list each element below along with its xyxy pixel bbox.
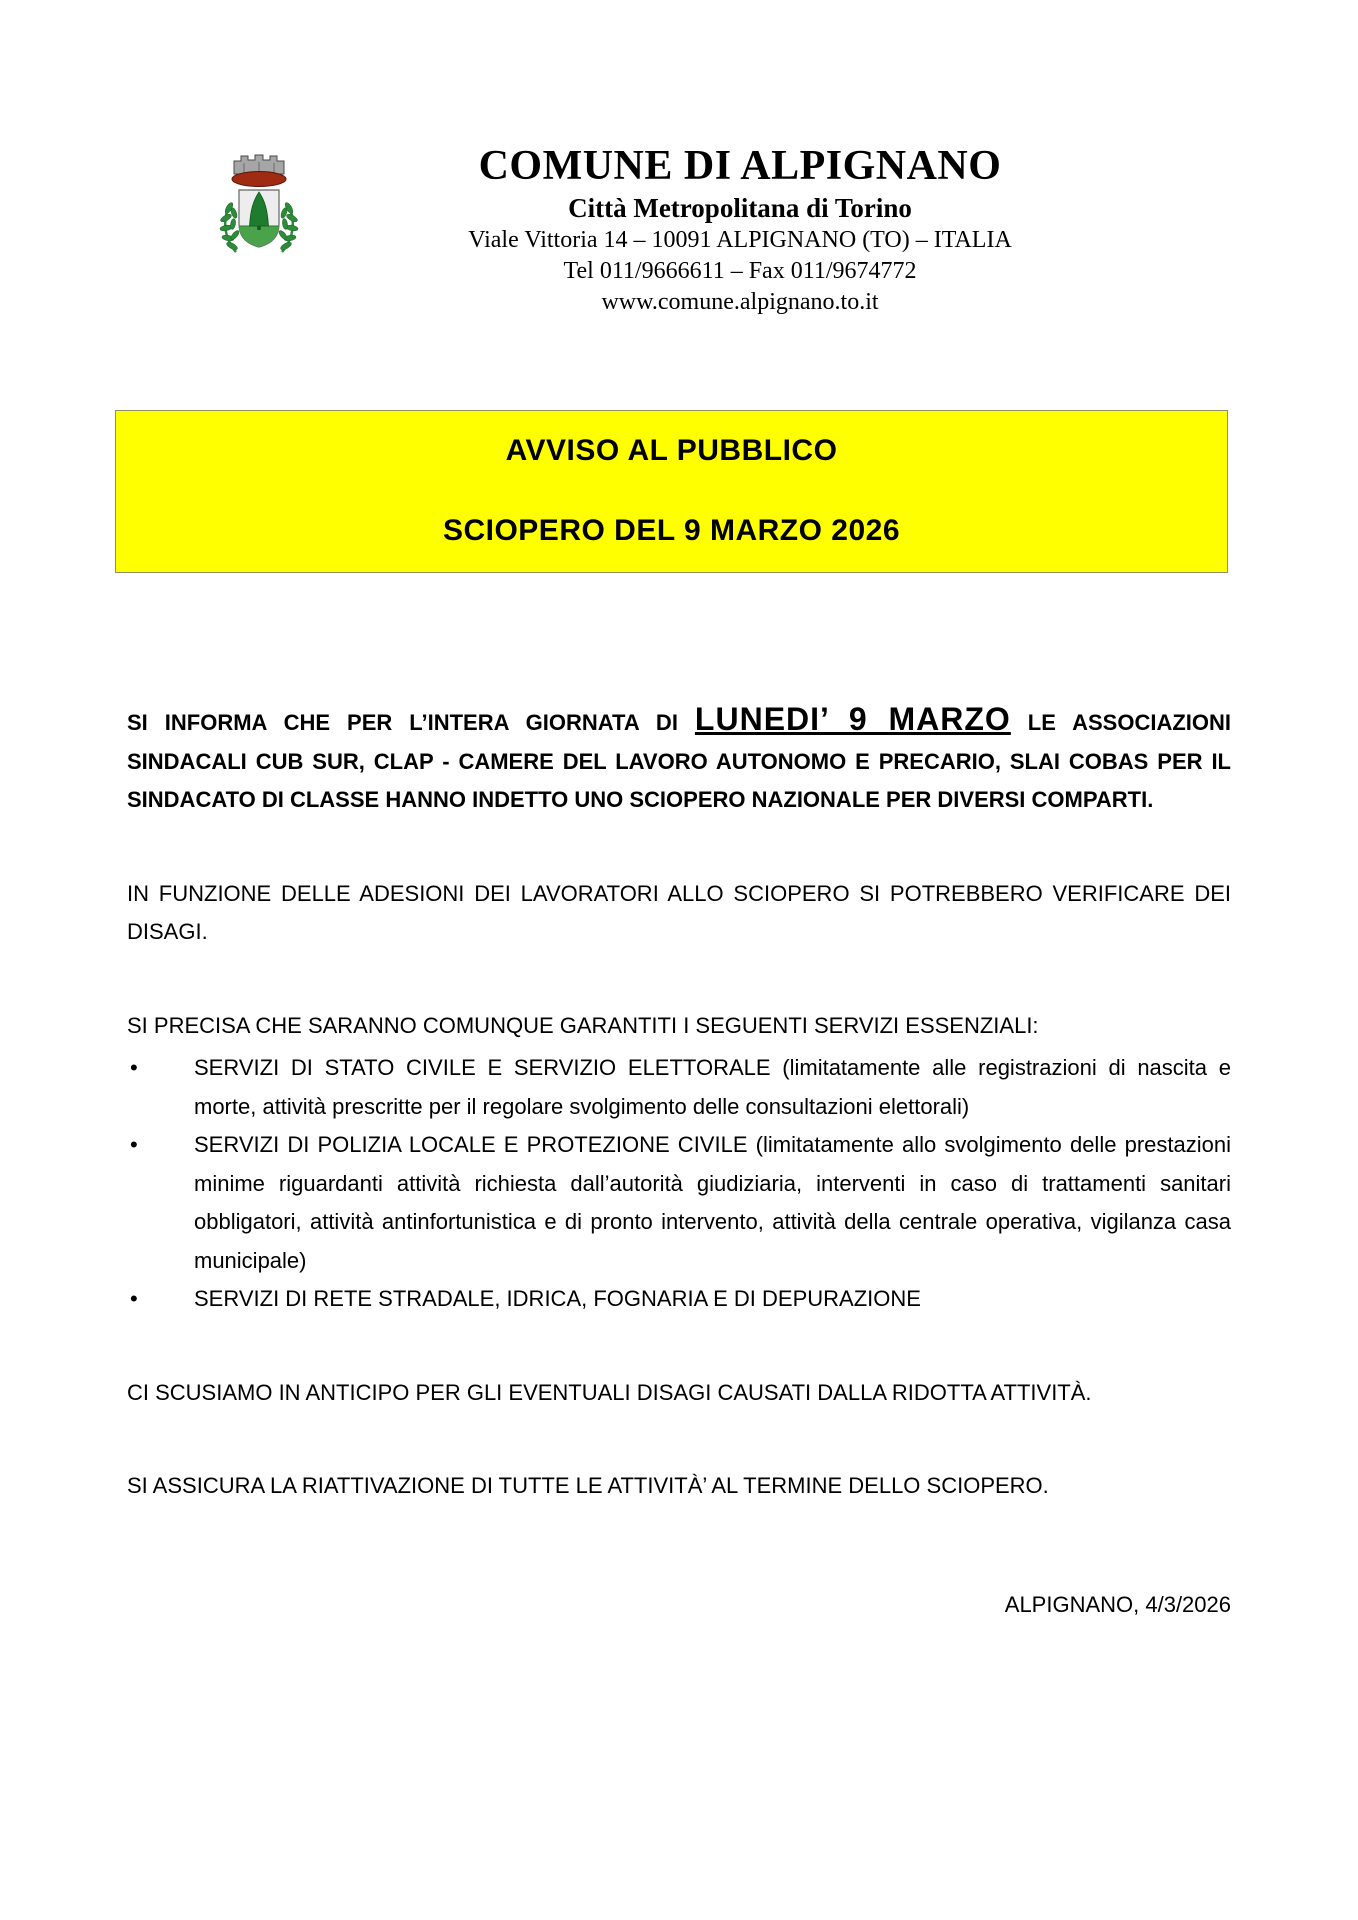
oak-branch-right-icon	[278, 202, 299, 252]
banner-subtitle: SCIOPERO DEL 9 MARZO 2026	[442, 514, 901, 547]
mural-crown-icon	[232, 155, 286, 187]
letterhead	[390, 142, 1090, 318]
guaranteed-services-list	[127, 1049, 1231, 1319]
paragraph-resume-activities: SI ASSICURA LA RIATTIVAZIONE DI TUTTE LE ATTIVITÀ’ AL TERMINE DELLO SCIOPERO.	[127, 1473, 1049, 1498]
service-item-text: SERVIZI DI STATO CIVILE E SERVIZIO ELETTORALE (limitatamente alle registrazioni di nascita e morte, attività prescritte per il regolare svolgimento delle consultazioni elettorali)	[194, 1055, 1231, 1119]
paragraph-apology: CI SCUSIAMO IN ANTICIPO PER GLI EVENTUALI DISAGI CAUSATI DALLA RIDOTTA ATTIVITÀ.	[127, 1379, 1092, 1405]
announcement-text-after: LE ASSOCIAZIONI SINDACALI CUB SUR, CLAP - CAMERE DEL LAVORO AUTONOMO E PRECARIO, SLAI COBAS PER IL SINDACATO DI CLASSE HANNO INDETTO UNO SCIOPERO NAZIONALE PER DIVERSI COMPARTI.	[127, 710, 1231, 812]
service-item-text: SERVIZI DI RETE STRADALE, IDRICA, FOGNARIA E DI DEPURAZIONE	[194, 1286, 921, 1311]
list-item	[127, 1126, 1231, 1280]
notice-banner	[115, 410, 1228, 573]
comune-alpignano-crest-icon	[214, 150, 304, 264]
paragraph-possible-disruptions: IN FUNZIONE DELLE ADESIONI DEI LAVORATORI ALLO SCIOPERO SI POTREBBERO VERIFICARE DEI DISAGI.	[127, 880, 1231, 944]
bullet-icon: •	[130, 1132, 138, 1157]
paragraph-guaranteed-services-intro: SI PRECISA CHE SARANNO COMUNQUE GARANTITI I SEGUENTI SERVIZI ESSENZIALI:	[127, 1012, 1039, 1038]
list-item	[127, 1049, 1231, 1126]
address-line: Viale Vittoria 14 – 10091 ALPIGNANO (TO) – ITALIA	[468, 227, 1012, 253]
metropolitan-city-subtitle: Città Metropolitana di Torino	[568, 193, 912, 223]
paragraph-announcement	[127, 700, 1231, 820]
shield-icon	[239, 190, 279, 247]
strike-date-highlight: LUNEDI’ 9 MARZO	[694, 701, 1011, 737]
list-item	[127, 1280, 1231, 1319]
notice-body	[127, 700, 1231, 1624]
phone-fax-line: Tel 011/9666611 – Fax 011/9674772	[563, 258, 917, 284]
service-item-text: SERVIZI DI POLIZIA LOCALE E PROTEZIONE CIVILE (limitatamente allo svolgimento delle prestazioni minime riguardanti attività richiesta dall’autorità giudiziaria, interventi in caso di trattamenti sanitari obbligatori, attività antinfortunistica e di pronto intervento, attività della centrale operativa, vigilanza casa municipale)	[194, 1132, 1231, 1273]
bullet-icon: •	[130, 1286, 138, 1311]
banner-title: AVVISO AL PUBBLICO	[505, 434, 838, 467]
bullet-icon: •	[130, 1055, 138, 1080]
place-and-date: ALPIGNANO, 4/3/2026	[1004, 1591, 1231, 1617]
municipality-title: COMUNE DI ALPIGNANO	[478, 143, 1002, 189]
website-line: www.comune.alpignano.to.it	[601, 289, 879, 315]
announcement-text-before: SI INFORMA CHE PER L’INTERA GIORNATA DI	[127, 710, 695, 735]
laurel-branch-left-icon	[220, 202, 241, 252]
